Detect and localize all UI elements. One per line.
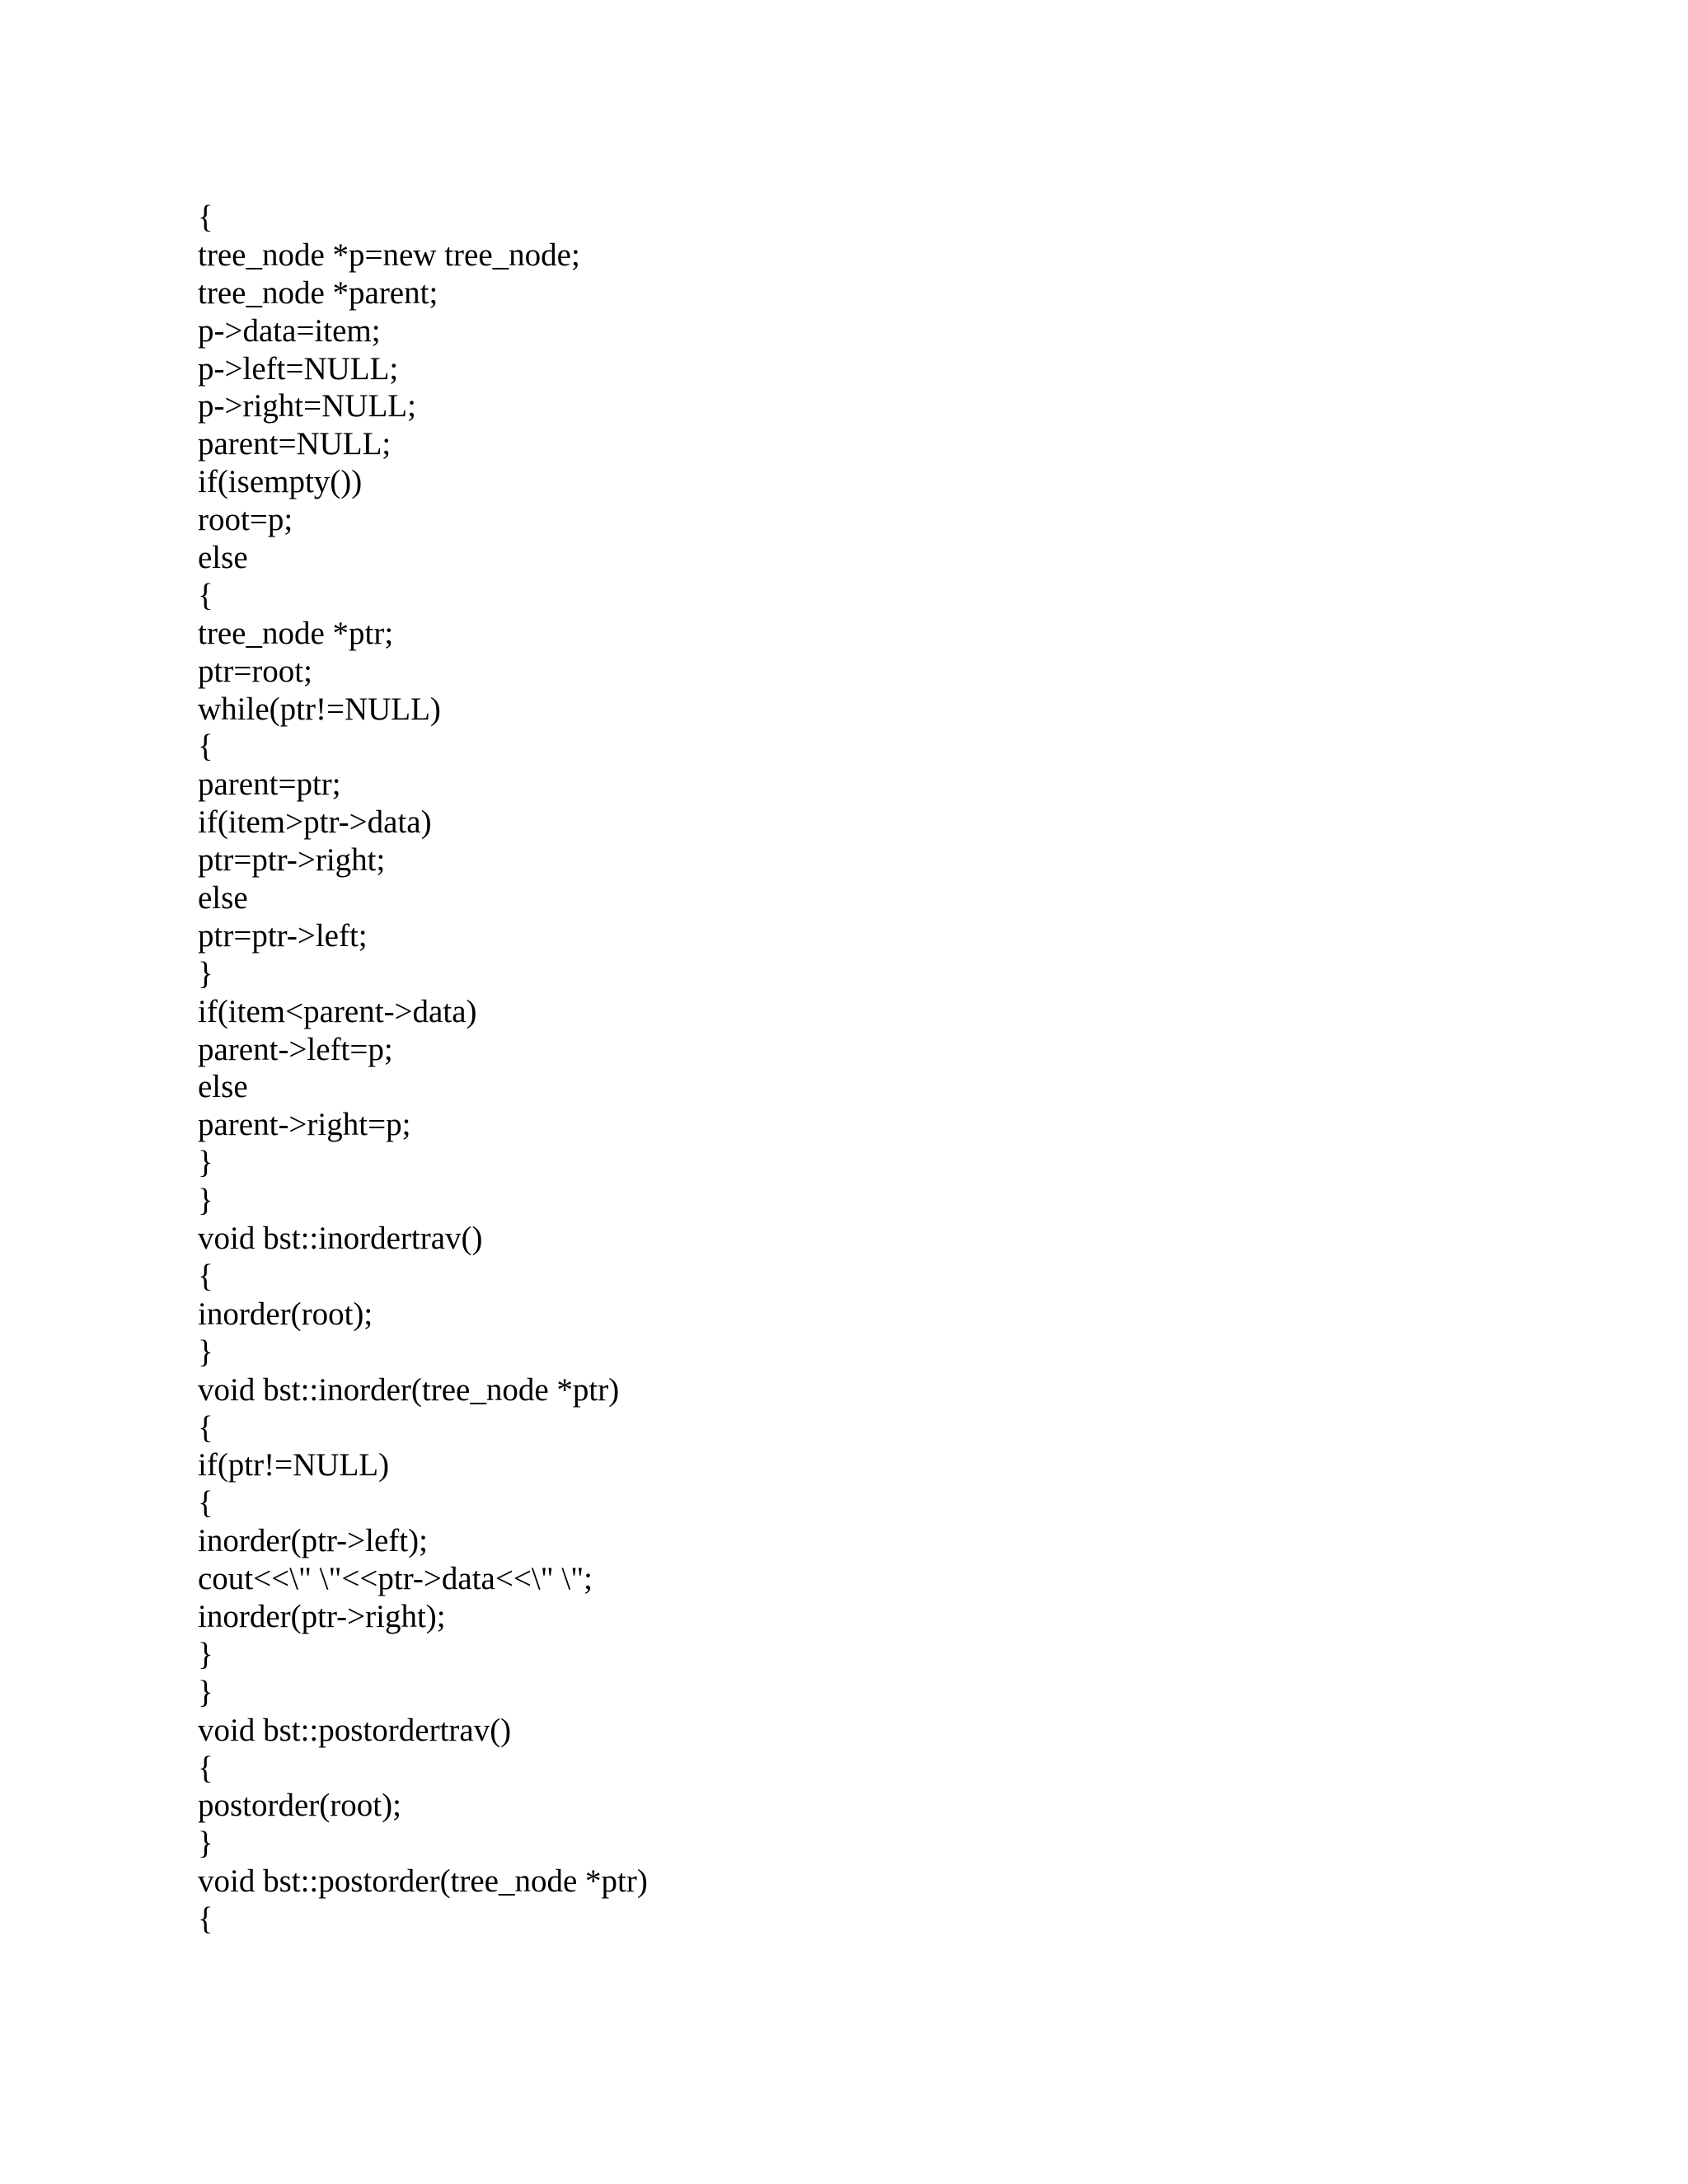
code-line: parent=ptr; [198, 766, 341, 803]
code-line: ptr=root; [198, 653, 312, 689]
code-line: { [198, 1901, 213, 1938]
code-line: p->left=NULL; [198, 350, 399, 387]
code-line: { [198, 729, 213, 765]
code-line: } [198, 1825, 213, 1862]
code-line: inorder(root); [198, 1296, 373, 1332]
code-line: inorder(ptr->right); [198, 1598, 446, 1634]
code-line: parent=NULL; [198, 426, 392, 462]
code-line: } [198, 1333, 213, 1370]
code-line: inorder(ptr->left); [198, 1523, 428, 1559]
code-line: parent->left=p; [198, 1031, 393, 1067]
code-line: if(isempty()) [198, 464, 363, 500]
code-line: } [198, 1183, 213, 1219]
code-line: else [198, 1069, 248, 1105]
code-line: while(ptr!=NULL) [198, 691, 441, 727]
code-line: { [198, 1485, 213, 1521]
code-line: if(item<parent->data) [198, 993, 477, 1029]
code-line: } [198, 1636, 213, 1672]
code-line: void bst::inordertrav() [198, 1221, 483, 1257]
code-line: { [198, 1750, 213, 1786]
code-line: ptr=ptr->left; [198, 917, 368, 954]
code-line: parent->right=p; [198, 1107, 411, 1143]
code-line: } [198, 1145, 213, 1181]
code-line: p->data=item; [198, 312, 381, 349]
code-line: } [198, 1674, 213, 1710]
code-line: { [198, 199, 213, 235]
code-line: root=p; [198, 502, 293, 538]
code-listing [198, 199, 1517, 1938]
code-line: { [198, 1258, 213, 1294]
code-line: tree_node *ptr; [198, 615, 394, 651]
code-line: postorder(root); [198, 1788, 401, 1824]
code-line: cout<<\" \"<<ptr->data<<\" \"; [198, 1561, 593, 1597]
code-line: { [198, 1409, 213, 1446]
code-line: if(item>ptr->data) [198, 804, 432, 841]
code-line: else [198, 540, 248, 576]
code-line: { [198, 577, 213, 613]
code-line: void bst::inorder(tree_node *ptr) [198, 1371, 620, 1408]
code-line: tree_node *parent; [198, 274, 438, 311]
code-line: ptr=ptr->right; [198, 842, 386, 879]
code-line: } [198, 955, 213, 991]
code-line: p->right=NULL; [198, 388, 416, 424]
code-line: tree_node *p=new tree_node; [198, 237, 580, 273]
code-line: if(ptr!=NULL) [198, 1447, 390, 1483]
code-line: void bst::postordertrav() [198, 1712, 512, 1748]
code-line: void bst::postorder(tree_node *ptr) [198, 1863, 648, 1900]
code-line: else [198, 880, 248, 916]
